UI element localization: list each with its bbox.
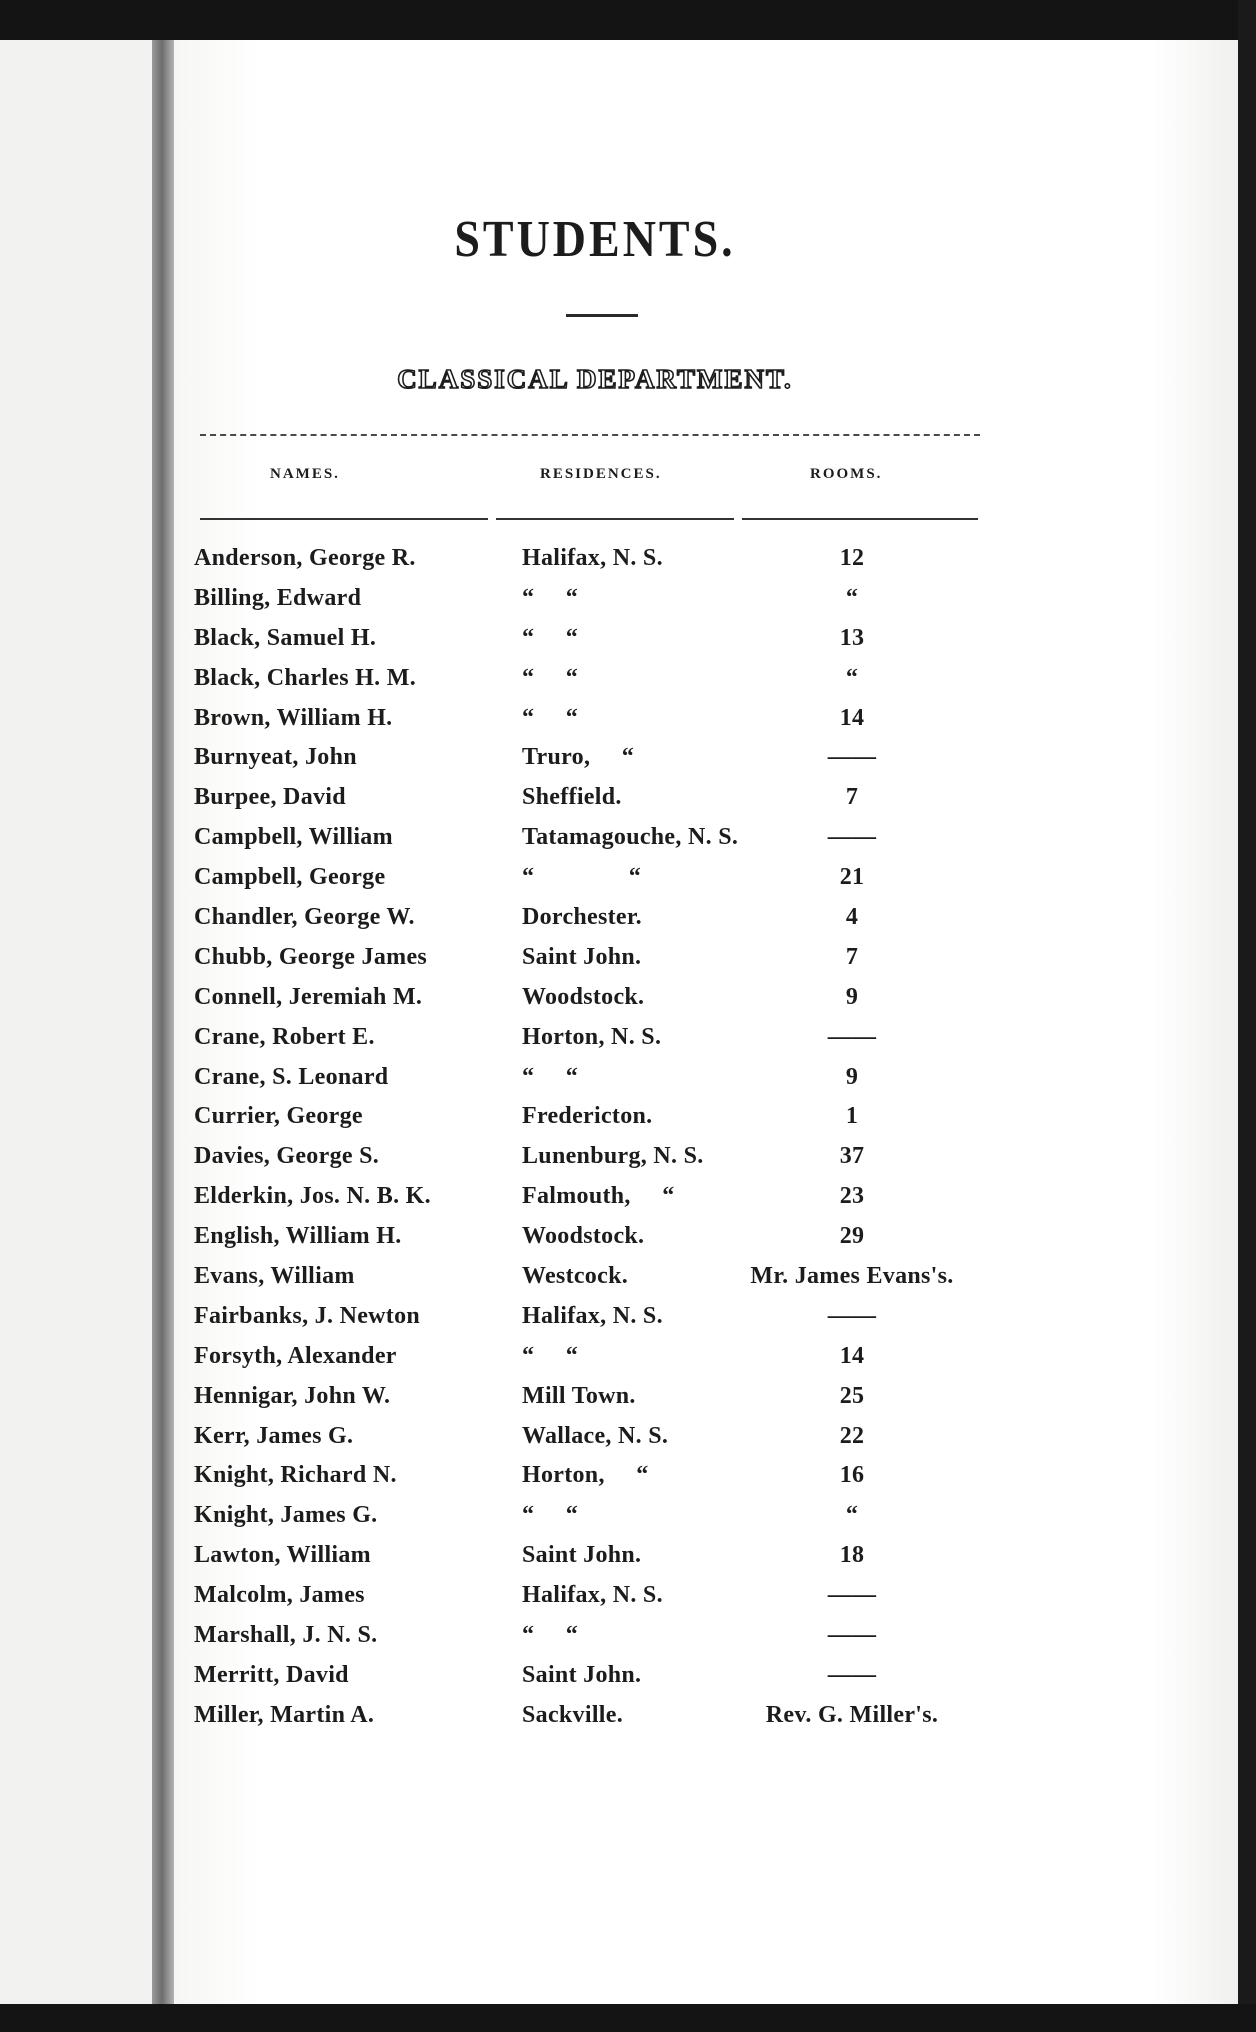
student-residence: Halifax, N. S.	[522, 545, 663, 571]
student-residence: “ “	[522, 704, 579, 731]
student-name: Davies, George S.	[194, 1143, 380, 1170]
student-room: 29	[839, 1223, 865, 1250]
column-header-names: NAMES.	[270, 466, 340, 482]
student-name: Chandler, George W.	[194, 904, 415, 931]
student-row	[0, 1024, 1256, 1064]
student-name: Currier, George	[194, 1103, 363, 1130]
student-name: Knight, Richard N.	[194, 1462, 397, 1489]
student-name: Black, Samuel H.	[194, 624, 377, 651]
student-room: “	[845, 664, 859, 691]
student-name: Evans, William	[194, 1263, 355, 1290]
student-name: Crane, Robert E.	[194, 1023, 375, 1050]
header-rule-names	[200, 518, 488, 520]
student-room: 21	[839, 864, 865, 891]
student-row	[0, 1502, 1256, 1542]
student-list	[0, 545, 1256, 1742]
student-row	[0, 625, 1256, 665]
student-row	[0, 1263, 1256, 1303]
student-residence: “ “	[522, 1342, 579, 1369]
student-row	[0, 1582, 1256, 1622]
student-residence: “ “	[522, 1502, 579, 1529]
student-residence: “ “	[522, 1622, 579, 1649]
student-name: Forsyth, Alexander	[194, 1342, 397, 1369]
student-room: 14	[839, 704, 865, 731]
column-header-rooms: ROOMS.	[810, 466, 883, 482]
student-name: Billing, Edward	[194, 584, 362, 611]
student-room: ——	[827, 1302, 877, 1329]
student-residence: Sackville.	[522, 1701, 624, 1728]
student-row	[0, 944, 1256, 984]
student-row	[0, 1423, 1256, 1463]
student-room: 1	[845, 1103, 859, 1130]
student-room: Mr. James Evans's.	[750, 1263, 954, 1290]
student-room: 18	[839, 1542, 865, 1569]
student-residence: “ “	[522, 584, 579, 611]
student-residence: Halifax, N. S.	[522, 1582, 663, 1609]
student-residence: Wallace, N. S.	[522, 1422, 669, 1449]
student-residence: “ “	[522, 864, 642, 891]
student-row	[0, 1702, 1256, 1742]
student-row	[0, 904, 1256, 944]
student-room: Rev. G. Miller's.	[765, 1701, 939, 1728]
student-residence: Horton, N. S.	[522, 1023, 662, 1050]
student-row	[0, 1343, 1256, 1383]
student-residence: Horton, “	[522, 1462, 649, 1489]
student-room: ——	[827, 1582, 877, 1609]
student-row	[0, 1064, 1256, 1104]
student-name: Miller, Martin A.	[194, 1701, 375, 1728]
student-name: Campbell, William	[194, 824, 393, 851]
student-name: Crane, S. Leonard	[194, 1063, 389, 1090]
student-row	[0, 585, 1256, 625]
student-room: 12	[839, 545, 865, 571]
student-row	[0, 1303, 1256, 1343]
student-row	[0, 1542, 1256, 1582]
student-row	[0, 1462, 1256, 1502]
student-row	[0, 1622, 1256, 1662]
student-name: Connell, Jeremiah M.	[194, 983, 423, 1010]
student-room: 7	[845, 943, 859, 970]
student-name: Brown, William H.	[194, 704, 393, 731]
student-row	[0, 1103, 1256, 1143]
student-room: ——	[827, 824, 877, 851]
student-name: Elderkin, Jos. N. B. K.	[194, 1183, 431, 1210]
student-room: 16	[839, 1462, 865, 1489]
student-name: Black, Charles H. M.	[194, 664, 416, 691]
student-name: Lawton, William	[194, 1542, 371, 1569]
student-room: 13	[839, 624, 865, 651]
student-residence: Halifax, N. S.	[522, 1302, 663, 1329]
student-name: Burpee, David	[194, 784, 346, 811]
student-residence: Fredericton.	[522, 1103, 653, 1130]
student-name: Knight, James G.	[194, 1502, 378, 1529]
student-row	[0, 1383, 1256, 1423]
student-name: Campbell, George	[194, 864, 386, 891]
student-row	[0, 784, 1256, 824]
student-residence: Mill Town.	[522, 1382, 636, 1409]
student-row	[0, 824, 1256, 864]
student-row	[0, 705, 1256, 745]
student-residence: Falmouth, “	[522, 1183, 675, 1210]
student-room: ——	[827, 1622, 877, 1649]
student-name: Marshall, J. N. S.	[194, 1622, 378, 1649]
student-room: 25	[839, 1382, 865, 1409]
column-header-residences: RESIDENCES.	[540, 466, 662, 482]
student-room: 37	[839, 1143, 865, 1170]
student-name: Merritt, David	[194, 1661, 349, 1688]
student-residence: Westcock.	[522, 1263, 629, 1290]
student-row	[0, 744, 1256, 784]
scan-border-bottom	[0, 2004, 1256, 2032]
student-name: Malcolm, James	[194, 1582, 365, 1609]
student-room: ——	[827, 1023, 877, 1050]
student-name: Burnyeat, John	[194, 744, 357, 771]
student-room: 4	[845, 904, 859, 931]
student-residence: “ “	[522, 1063, 579, 1090]
student-room: “	[845, 584, 859, 611]
page-title: STUDENTS.	[454, 209, 736, 268]
student-residence: Woodstock.	[522, 1223, 645, 1250]
student-residence: “ “	[522, 624, 579, 651]
student-name: English, William H.	[194, 1223, 402, 1250]
student-row	[0, 665, 1256, 705]
student-room: 14	[839, 1342, 865, 1369]
student-row	[0, 984, 1256, 1024]
student-row	[0, 1143, 1256, 1183]
header-rule-residences	[496, 518, 734, 520]
student-residence: Dorchester.	[522, 904, 642, 931]
student-residence: Saint John.	[522, 943, 642, 970]
student-row	[0, 1662, 1256, 1702]
title-divider	[566, 314, 638, 317]
student-room: 23	[839, 1183, 865, 1210]
student-name: Kerr, James G.	[194, 1422, 354, 1449]
student-residence: Woodstock.	[522, 983, 645, 1010]
student-room: 9	[845, 983, 859, 1010]
student-room: ——	[827, 744, 877, 771]
student-residence: Tatamagouche, N. S.	[522, 824, 739, 851]
header-rule-rooms	[742, 518, 978, 520]
student-row	[0, 864, 1256, 904]
student-name: Chubb, George James	[194, 943, 428, 970]
student-room: 22	[839, 1422, 865, 1449]
student-row	[0, 545, 1256, 585]
student-residence: Saint John.	[522, 1542, 642, 1569]
student-name: Anderson, George R.	[194, 545, 416, 571]
scan-border-top	[0, 0, 1256, 40]
student-residence: Sheffield.	[522, 784, 622, 811]
student-room: ——	[827, 1661, 877, 1688]
student-room: 9	[845, 1063, 859, 1090]
student-name: Hennigar, John W.	[194, 1382, 391, 1409]
student-residence: Lunenburg, N. S.	[522, 1143, 704, 1170]
student-room: 7	[845, 784, 859, 811]
student-residence: “ “	[522, 664, 579, 691]
student-residence: Saint John.	[522, 1661, 642, 1688]
student-room: “	[845, 1502, 859, 1529]
student-row	[0, 1223, 1256, 1263]
department-heading: CLASSICAL DEPARTMENT.	[397, 364, 793, 394]
student-row	[0, 1183, 1256, 1223]
student-residence: Truro, “	[522, 744, 635, 771]
student-name: Fairbanks, J. Newton	[194, 1302, 421, 1329]
dashed-divider	[200, 434, 980, 436]
